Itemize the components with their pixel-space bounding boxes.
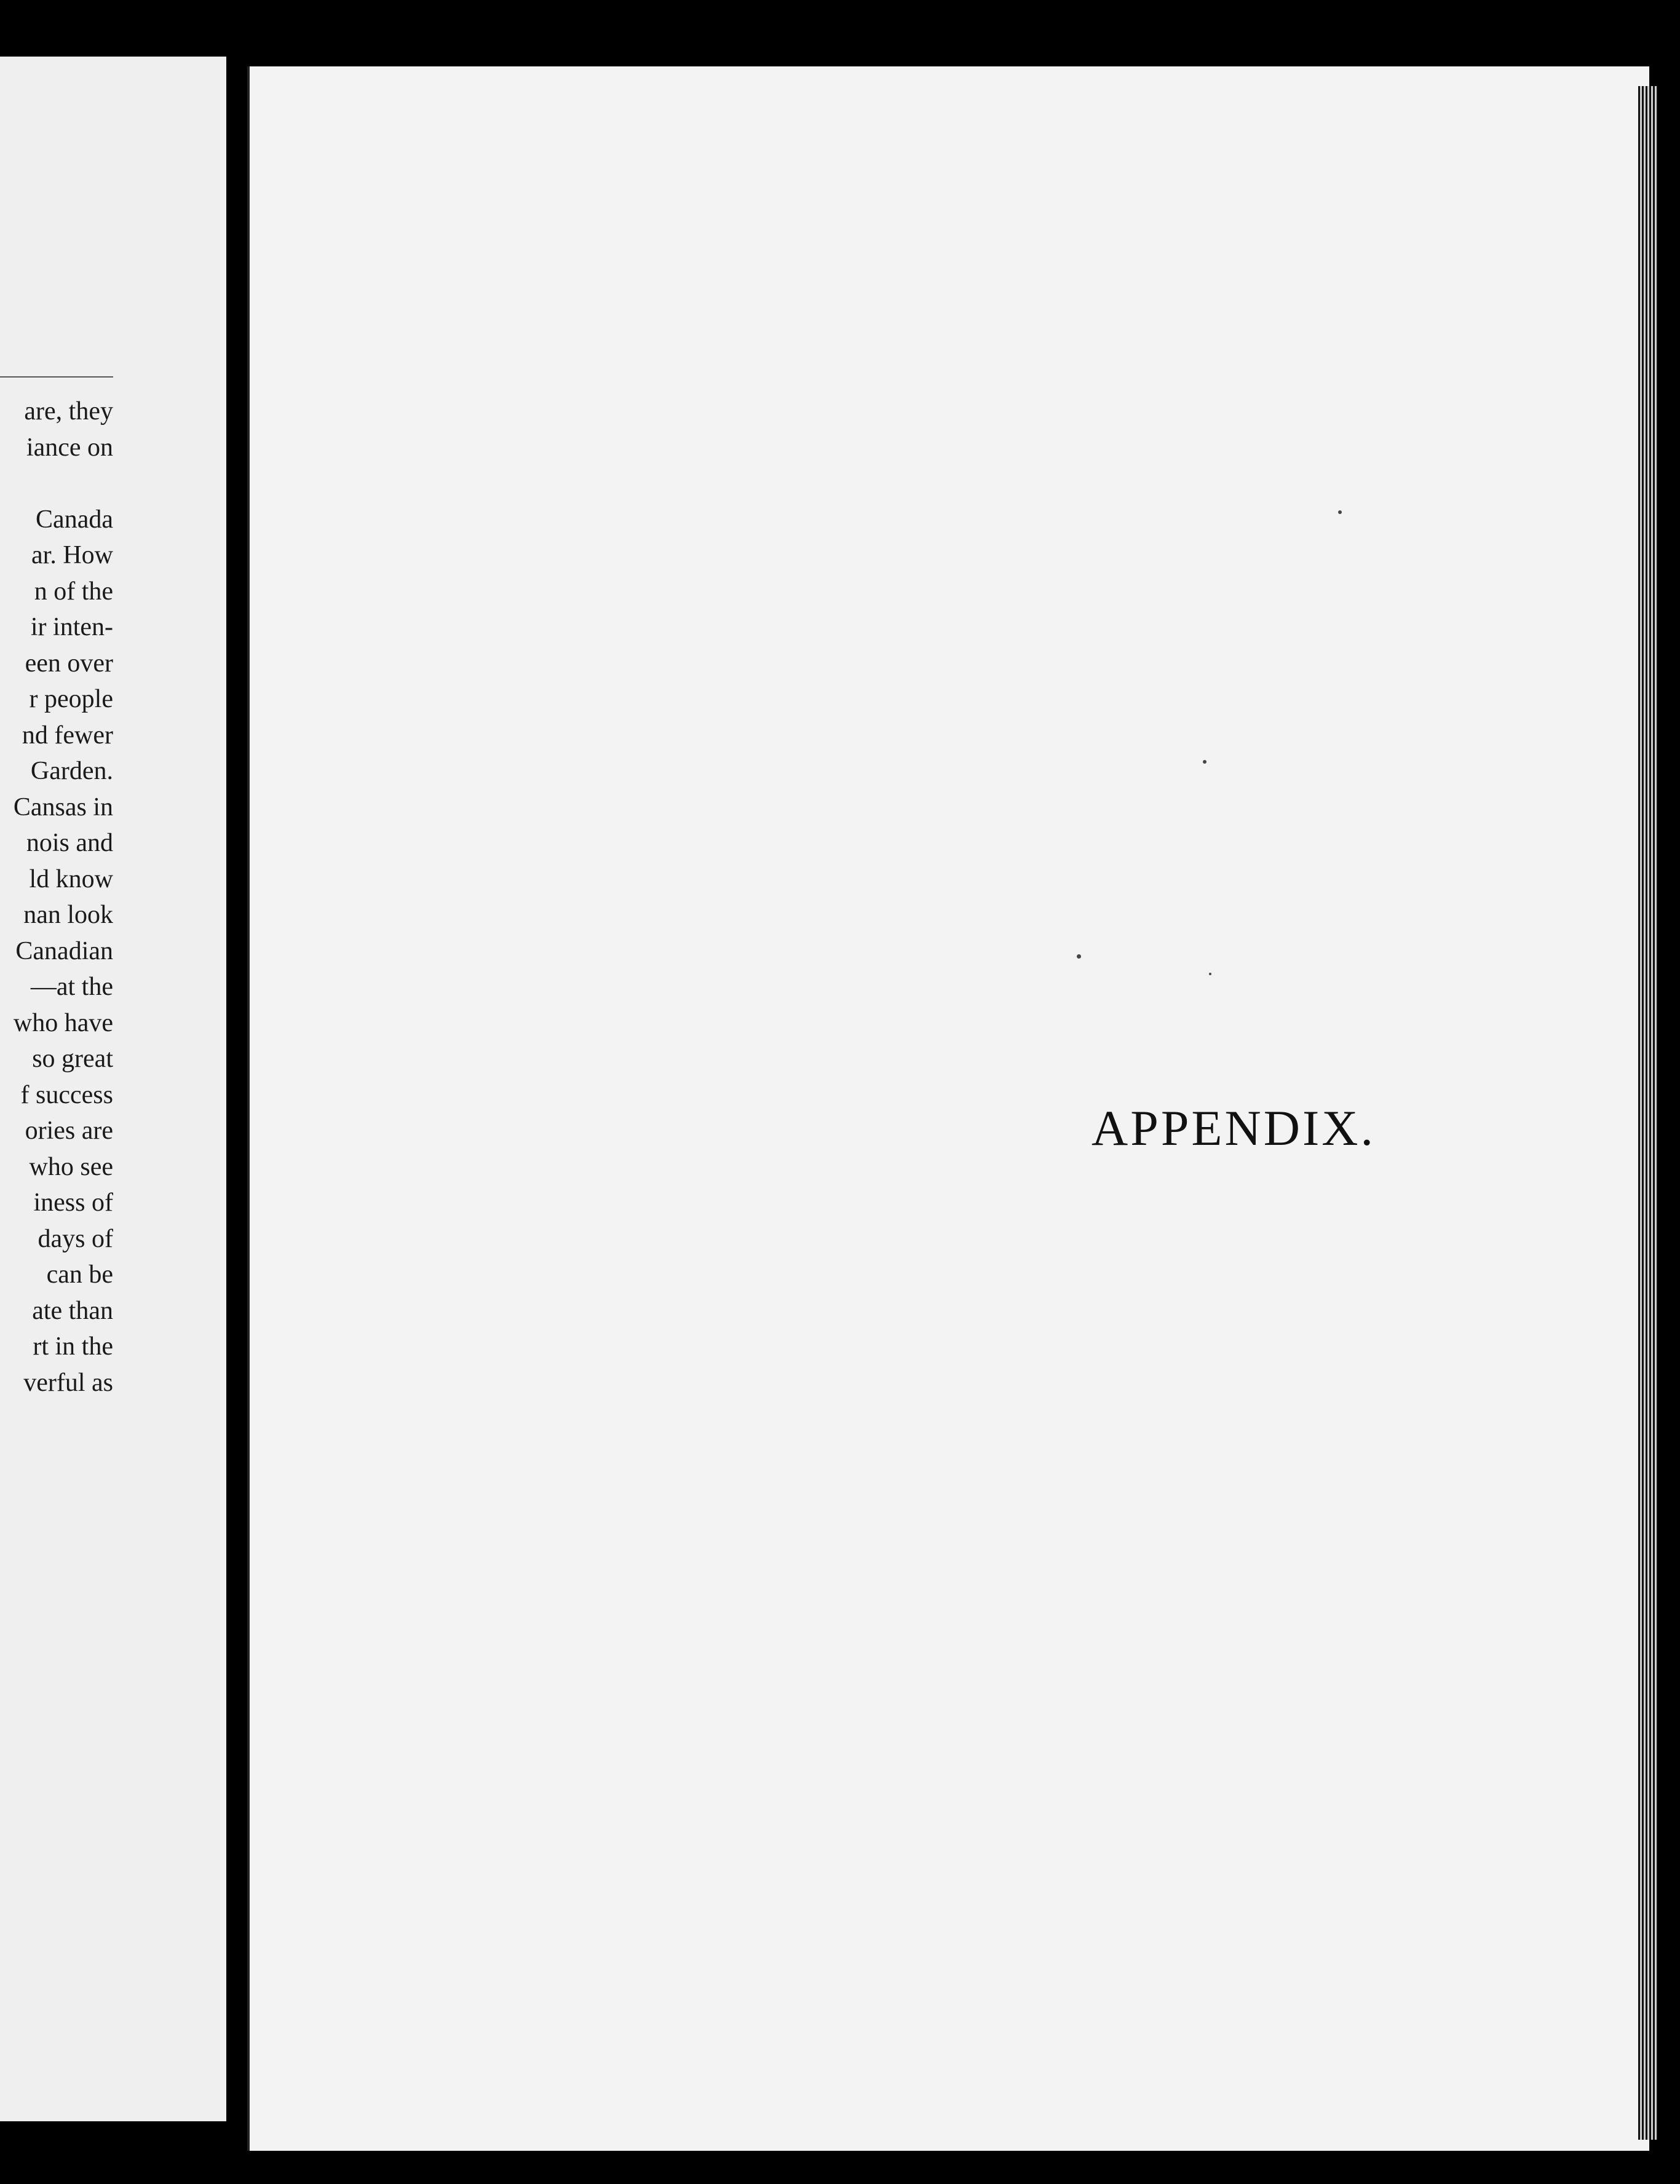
text-line: r people bbox=[29, 685, 113, 713]
text-line: nan look bbox=[23, 901, 113, 929]
scan-speck bbox=[1203, 760, 1207, 764]
scan-speck bbox=[1338, 510, 1342, 514]
text-line: iance on bbox=[26, 433, 113, 462]
text-line: nd fewer bbox=[22, 721, 113, 750]
text-line: verful as bbox=[23, 1368, 113, 1397]
paragraph-gap bbox=[0, 465, 113, 502]
scan-speck bbox=[1209, 973, 1211, 975]
text-line: een over bbox=[25, 649, 113, 678]
page-edge-stack bbox=[1638, 86, 1658, 2140]
text-line: ate than bbox=[32, 1296, 113, 1325]
text-line: are, they bbox=[24, 397, 113, 425]
left-page-text bbox=[0, 394, 113, 1401]
left-page bbox=[0, 57, 226, 2121]
right-page bbox=[247, 66, 1649, 2151]
text-line: rt in the bbox=[33, 1332, 113, 1361]
text-line: iness of bbox=[33, 1189, 113, 1217]
text-line: ir inten- bbox=[30, 613, 113, 641]
text-line: nois and bbox=[26, 829, 113, 857]
text-line: ories are bbox=[25, 1117, 113, 1145]
text-line: ar. How bbox=[31, 541, 113, 569]
text-line: can be bbox=[46, 1260, 113, 1289]
text-line: f success bbox=[20, 1080, 113, 1109]
scan-speck bbox=[1077, 954, 1081, 959]
text-line: ld know bbox=[29, 865, 113, 893]
text-line: Canadian bbox=[15, 936, 113, 965]
text-line: —at the bbox=[30, 973, 113, 1001]
text-line: Canada bbox=[36, 505, 113, 534]
text-line: who see bbox=[29, 1152, 113, 1181]
text-line: Cansas in bbox=[13, 793, 113, 821]
text-line: n of the bbox=[34, 577, 113, 606]
appendix-heading: APPENDIX. bbox=[1092, 1100, 1376, 1156]
text-line: Garden. bbox=[30, 757, 113, 785]
text-line: days of bbox=[38, 1224, 113, 1253]
text-line: who have bbox=[13, 1008, 113, 1037]
header-rule bbox=[0, 376, 113, 378]
text-line: so great bbox=[32, 1045, 113, 1073]
